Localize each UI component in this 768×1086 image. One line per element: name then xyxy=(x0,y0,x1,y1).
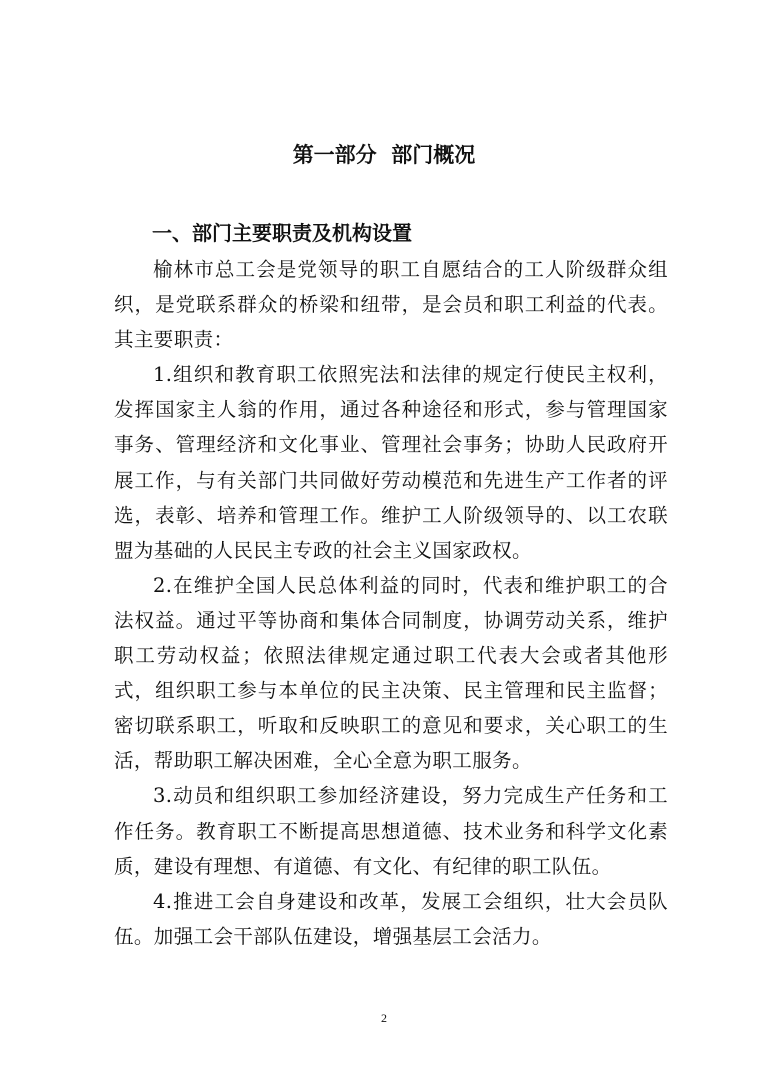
paragraph-duty-2: 2.在维护全国人民总体利益的同时，代表和维护职工的合法权益。通过平等协商和集体合同制度，协调劳动关系，维护职工劳动权益；依照法律规定通过职工代表大会或者其他形式，组织职工参与本单位的民主决策、民主管理和民主监督；密切联系职工，听取和反映职工的意见和要求，关心职工的生活，帮助职工解决困难，全心全意为职工服务。 xyxy=(114,573,668,773)
body-text xyxy=(114,252,668,954)
paragraph-intro: 榆林市总工会是党领导的职工自愿结合的工人阶级群众组织，是党联系群众的桥梁和纽带，是会员和职工利益的代表。其主要职责： xyxy=(114,258,668,352)
page-title: 第一部分 部门概况 xyxy=(292,143,476,167)
paragraph-duty-3: 3.动员和组织职工参加经济建设，努力完成生产任务和工作任务。教育职工不断提高思想道德、技术业务和科学文化素质，建设有理想、有道德、有文化、有纪律的职工队伍。 xyxy=(114,784,668,878)
paragraph-duty-1: 1.组织和教育职工依照宪法和法律的规定行使民主权利，发挥国家主人翁的作用，通过各种途径和形式，参与管理国家事务、管理经济和文化事业、管理社会事务；协助人民政府开展工作，与有关部门共同做好劳动模范和先进生产工作者的评选，表彰、培养和管理工作。维护工人阶级领导的、以工农联盟为基础的人民民主专政的社会主义国家政权。 xyxy=(114,363,668,562)
page-number: 2 xyxy=(381,1011,387,1025)
section-heading: 一、部门主要职责及机构设置 xyxy=(152,221,412,245)
paragraph-duty-4: 4.推进工会自身建设和改革，发展工会组织，壮大会员队伍。加强工会干部队伍建设，增强基层工会活力。 xyxy=(114,889,668,948)
